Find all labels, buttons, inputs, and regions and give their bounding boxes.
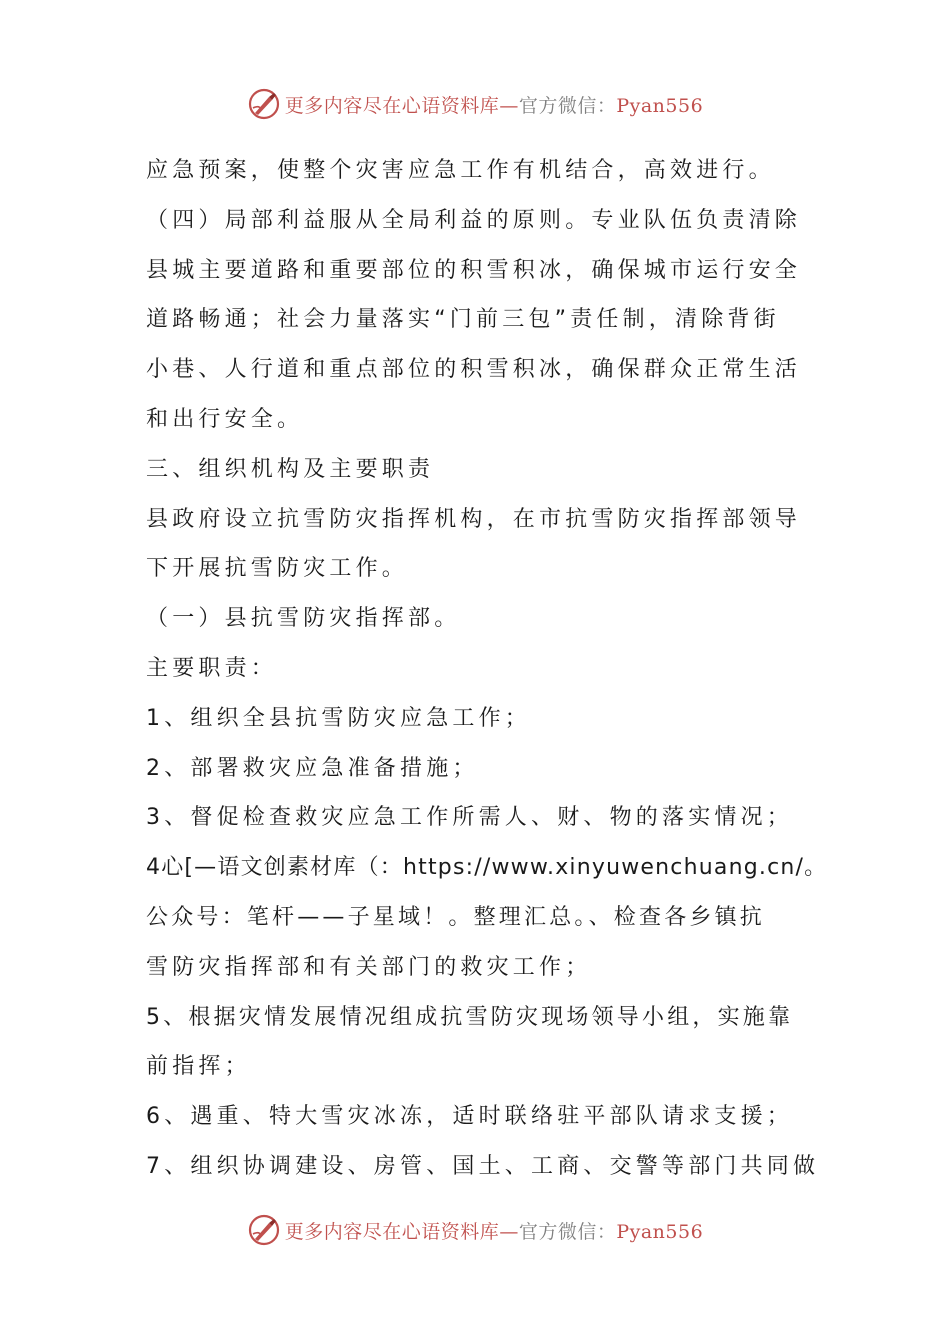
list-item: 4心[—语文创素材库（：https://www.xinyuwenchuang.cn/。	[146, 855, 828, 881]
footer-banner	[0, 1210, 950, 1250]
body-line: （四）局部利益服从全局利益的原则。专业队伍负责清除	[146, 207, 802, 233]
footer-banner-main: 更多内容尽在心语资料库	[284, 1220, 500, 1243]
header-banner-dash: —	[499, 94, 519, 117]
subsection-heading: （一）县抗雪防灾指挥部。	[146, 606, 461, 632]
list-item: 5、根据灾情发展情况组成抗雪防灾现场领导小组，实施靠	[146, 1004, 794, 1030]
body-line: 应急预案，使整个灾害应急工作有机结合，高效进行。	[146, 158, 775, 183]
footer-banner-official: 官方微信：	[518, 1220, 617, 1243]
body-line: 雪防灾指挥部和有关部门的救灾工作；	[146, 954, 592, 980]
footer-banner-dash: —	[499, 1220, 519, 1243]
list-item: 1、组织全县抗雪防灾应急工作；	[146, 705, 531, 731]
body-line: 公众号：笔杆——子星域！。整理汇总。、检查各乡镇抗	[146, 904, 766, 930]
list-item: 3、督促检查救灾应急工作所需人、财、物的落实情况；	[146, 805, 793, 831]
body-line: 县城主要道路和重要部位的积雪积冰，确保城市运行安全	[146, 257, 802, 283]
header-banner-text	[285, 91, 703, 118]
body-line: 主要职责：	[146, 655, 278, 681]
document-body	[146, 146, 828, 1192]
body-line: 小巷、人行道和重点部位的积雪积冰，确保群众正常生活	[146, 357, 802, 383]
list-item: 7、组织协调建设、房管、国土、工商、交警等部门共同做	[146, 1153, 820, 1179]
footer-banner-text	[285, 1217, 703, 1244]
list-item: 6、遇重、特大雪灾冰冻，适时联络驻平部队请求支援；	[146, 1104, 793, 1130]
body-line: 前指挥；	[146, 1054, 251, 1080]
body-line: 和出行安全。	[146, 406, 304, 432]
pen-logo-icon	[247, 87, 281, 121]
section-heading: 三、组织机构及主要职责	[146, 456, 435, 482]
pen-logo-icon	[247, 1213, 281, 1247]
footer-banner-id: Pyan556	[616, 1220, 704, 1243]
body-line: 道路畅通；社会力量落实“门前三包”责任制，清除背街	[146, 307, 780, 333]
header-banner-official: 官方微信：	[518, 94, 617, 117]
header-banner-id: Pyan556	[616, 94, 704, 117]
header-banner	[0, 84, 950, 124]
header-banner-main: 更多内容尽在心语资料库	[284, 94, 500, 117]
body-line: 县政府设立抗雪防灾指挥机构，在市抗雪防灾指挥部领导	[146, 506, 802, 532]
list-item: 2、部署救灾应急准备措施；	[146, 755, 479, 781]
body-line: 下开展抗雪防灾工作。	[146, 556, 409, 582]
